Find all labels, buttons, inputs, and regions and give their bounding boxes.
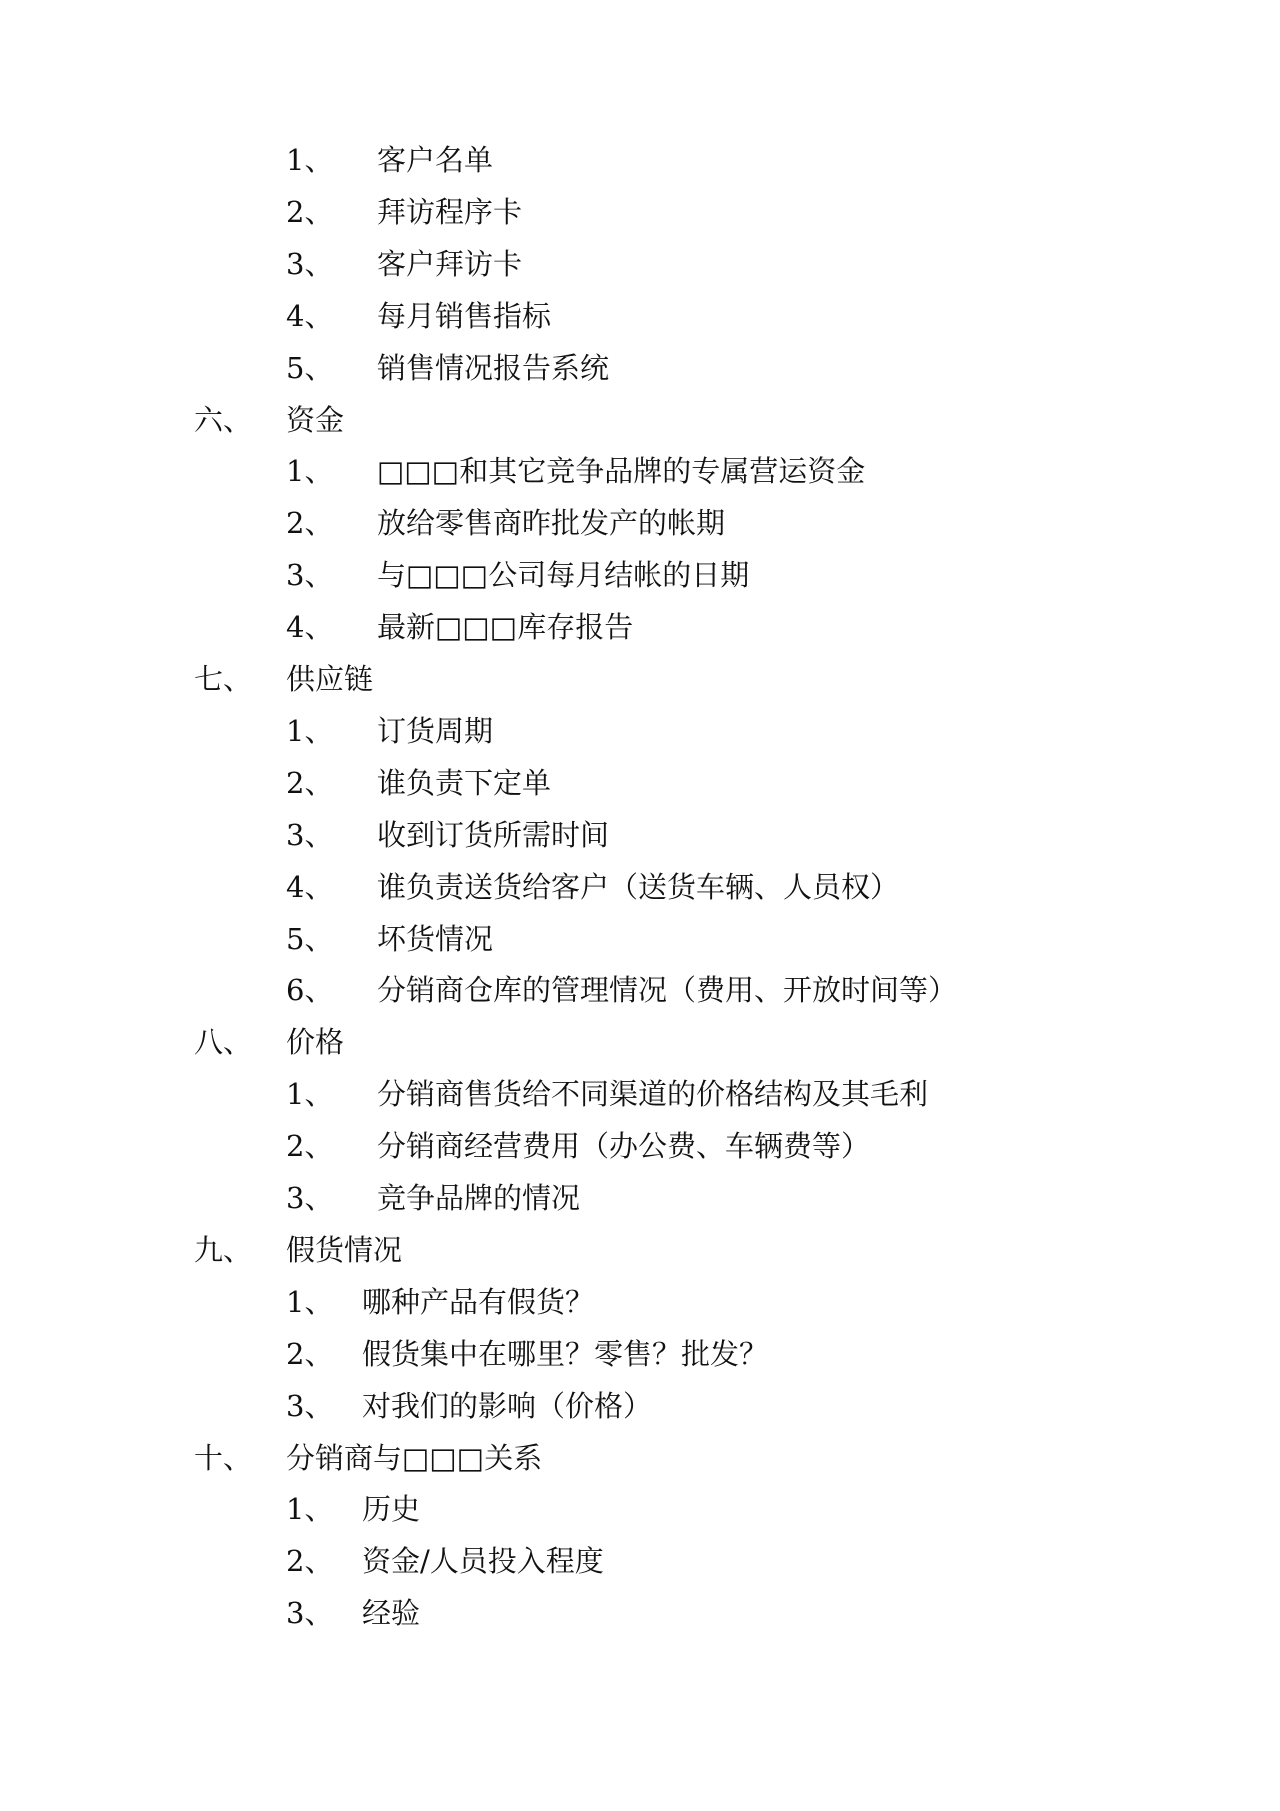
item-text: 经验 bbox=[362, 1596, 421, 1631]
section-number: 九、 bbox=[194, 1232, 253, 1267]
list-item bbox=[0, 134, 1280, 186]
item-text: 哪种产品有假货？ bbox=[362, 1284, 595, 1319]
item-text: 每月销售指标 bbox=[377, 298, 552, 333]
item-number: 3、 bbox=[286, 817, 334, 852]
list-item bbox=[0, 445, 1280, 497]
item-number: 2、 bbox=[286, 1544, 334, 1579]
item-text: 历史 bbox=[362, 1492, 421, 1527]
item-text: □□□和其它竞争品牌的专属营运资金 bbox=[377, 454, 866, 489]
list-item bbox=[0, 1483, 1280, 1535]
section-title: 假货情况 bbox=[286, 1232, 403, 1267]
list-item bbox=[0, 1380, 1280, 1432]
list-item bbox=[0, 913, 1280, 965]
section-heading bbox=[0, 1016, 1280, 1068]
item-number: 5、 bbox=[286, 921, 334, 956]
list-item bbox=[0, 1172, 1280, 1224]
section-number: 十、 bbox=[194, 1440, 253, 1475]
item-number: 1、 bbox=[286, 143, 334, 177]
item-number: 1、 bbox=[286, 1492, 334, 1527]
list-item bbox=[0, 1535, 1280, 1587]
list-item bbox=[0, 1276, 1280, 1328]
list-item bbox=[0, 809, 1280, 861]
item-number: 2、 bbox=[286, 1336, 334, 1371]
item-text: 坏货情况 bbox=[377, 921, 494, 956]
item-number: 2、 bbox=[286, 506, 334, 541]
list-item bbox=[0, 601, 1280, 653]
item-text: 放给零售商昨批发产的帐期 bbox=[377, 506, 726, 541]
item-number: 4、 bbox=[286, 298, 334, 333]
item-text: 谁负责下定单 bbox=[377, 765, 552, 800]
list-item bbox=[0, 1328, 1280, 1380]
section-heading bbox=[0, 394, 1280, 446]
list-item bbox=[0, 964, 1280, 1016]
section-heading bbox=[0, 1432, 1280, 1484]
list-item bbox=[0, 290, 1280, 342]
list-item bbox=[0, 1120, 1280, 1172]
list-item bbox=[0, 1068, 1280, 1120]
item-text: 拜访程序卡 bbox=[377, 194, 523, 229]
item-text: 分销商经营费用（办公费、车辆费等） bbox=[377, 1129, 871, 1164]
item-text: 资金/人员投入程度 bbox=[362, 1544, 604, 1579]
section-number: 六、 bbox=[194, 402, 253, 437]
list-item bbox=[0, 497, 1280, 549]
item-text: 客户名单 bbox=[377, 143, 494, 177]
item-text: 销售情况报告系统 bbox=[377, 350, 610, 385]
item-number: 1、 bbox=[286, 1284, 334, 1319]
section-number: 七、 bbox=[194, 662, 253, 696]
item-number: 2、 bbox=[286, 765, 334, 800]
list-item bbox=[0, 705, 1280, 757]
item-number: 2、 bbox=[286, 1129, 334, 1164]
list-item bbox=[0, 549, 1280, 601]
item-text: 客户拜访卡 bbox=[377, 246, 523, 281]
item-text: 收到订货所需时间 bbox=[377, 817, 610, 852]
item-number: 3、 bbox=[286, 1388, 334, 1423]
item-number: 4、 bbox=[286, 610, 334, 645]
item-number: 3、 bbox=[286, 558, 334, 593]
list-item bbox=[0, 186, 1280, 238]
section-title: 分销商与□□□关系 bbox=[286, 1440, 543, 1475]
section-title: 价格 bbox=[286, 1025, 345, 1060]
item-number: 3、 bbox=[286, 1596, 334, 1631]
item-text: 最新□□□库存报告 bbox=[377, 610, 634, 645]
item-text: 分销商仓库的管理情况（费用、开放时间等） bbox=[377, 973, 958, 1008]
list-item bbox=[0, 757, 1280, 809]
section-heading bbox=[0, 653, 1280, 705]
item-text: 订货周期 bbox=[377, 713, 494, 748]
item-number: 2、 bbox=[286, 194, 334, 229]
item-text: 竞争品牌的情况 bbox=[377, 1181, 581, 1215]
item-number: 1、 bbox=[286, 713, 334, 748]
section-number: 八、 bbox=[194, 1025, 253, 1060]
item-number: 6、 bbox=[286, 973, 334, 1008]
item-number: 3、 bbox=[286, 246, 334, 281]
item-number: 1、 bbox=[286, 454, 334, 489]
item-text: 对我们的影响（价格） bbox=[362, 1388, 653, 1423]
list-item bbox=[0, 1587, 1280, 1639]
item-number: 3、 bbox=[286, 1181, 334, 1215]
item-text: 分销商售货给不同渠道的价格结构及其毛利 bbox=[377, 1077, 929, 1112]
item-number: 5、 bbox=[286, 350, 334, 385]
item-number: 4、 bbox=[286, 869, 334, 904]
item-number: 1、 bbox=[286, 1077, 334, 1112]
item-text: 谁负责送货给客户（送货车辆、人员权） bbox=[377, 869, 900, 904]
list-item bbox=[0, 342, 1280, 394]
section-title: 资金 bbox=[286, 402, 345, 437]
section-title: 供应链 bbox=[286, 662, 374, 696]
list-item bbox=[0, 238, 1280, 290]
item-text: 假货集中在哪里？零售？批发？ bbox=[362, 1336, 769, 1371]
list-item bbox=[0, 861, 1280, 913]
item-text: 与□□□公司每月结帐的日期 bbox=[377, 558, 750, 593]
section-heading bbox=[0, 1224, 1280, 1276]
